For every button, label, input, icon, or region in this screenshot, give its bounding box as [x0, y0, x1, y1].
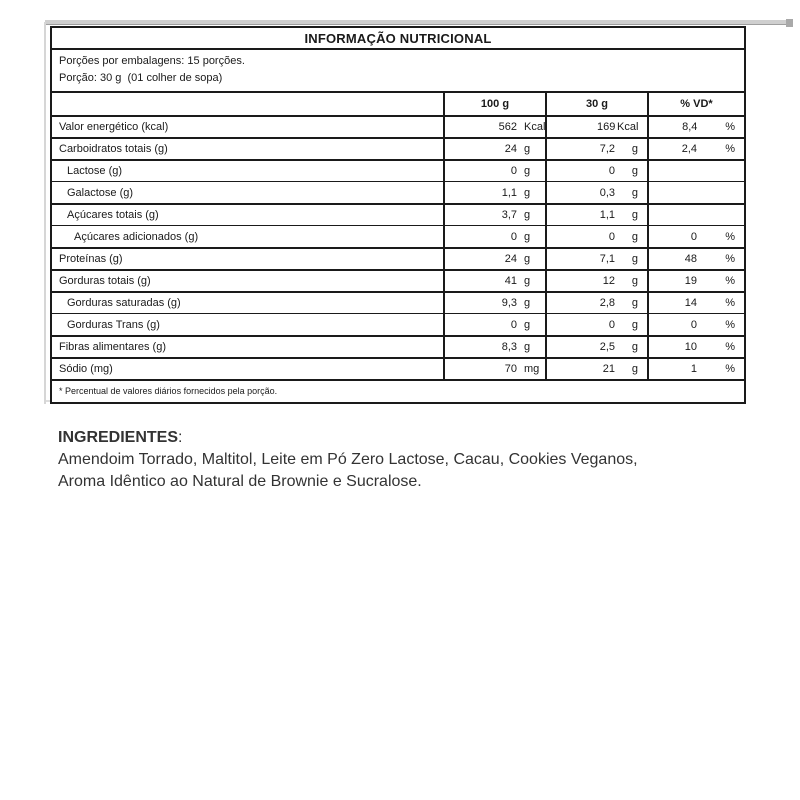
unit-100g: g [524, 253, 531, 265]
table-row-added-sugars [52, 225, 744, 247]
value-30g: 12 [602, 275, 615, 287]
row-label: Gorduras saturadas (g) [67, 297, 181, 309]
unit-dv: % [725, 341, 735, 353]
column-header-row [52, 93, 744, 115]
unit-dv: % [725, 230, 735, 243]
value-100g: 70 [504, 363, 517, 375]
unit-100g: g [524, 230, 531, 243]
ingredients-heading-colon: : [178, 429, 183, 446]
scan-artifact-left-line [44, 22, 46, 404]
table-row-protein [52, 247, 744, 269]
header-30g: 30 g [545, 93, 647, 115]
unit-dv: % [725, 297, 735, 309]
unit-100g: g [524, 297, 531, 309]
row-label: Proteínas (g) [59, 253, 123, 265]
unit-30g: g [631, 253, 638, 265]
value-100g: 9,3 [501, 297, 517, 309]
value-dv: 0 [690, 318, 697, 331]
table-row-saturated-fat [52, 291, 744, 313]
value-100g: 24 [504, 143, 517, 155]
row-label: Sódio (mg) [59, 363, 113, 375]
unit-dv: % [725, 121, 735, 133]
value-dv: 14 [684, 297, 697, 309]
value-100g: 3,7 [501, 209, 517, 221]
unit-30g: g [631, 165, 638, 177]
unit-100g: g [524, 318, 531, 331]
unit-dv: % [725, 363, 735, 375]
unit-100g: mg [524, 363, 540, 375]
ingredients-heading [58, 427, 698, 449]
unit-100g: g [524, 275, 531, 287]
value-30g: 0 [608, 230, 615, 243]
unit-dv: % [725, 318, 735, 331]
value-30g: 7,2 [599, 143, 615, 155]
value-30g: 0 [608, 165, 615, 177]
unit-30g: g [631, 209, 638, 221]
row-label: Gorduras totais (g) [59, 275, 151, 287]
row-label: Valor energético (kcal) [59, 121, 169, 133]
value-30g: 169 [597, 121, 616, 133]
row-label: Carboidratos totais (g) [59, 143, 168, 155]
unit-100g: g [524, 143, 531, 155]
table-footnote: * Percentual de valores diários fornecidos pela porção. [52, 379, 744, 402]
table-row-carbs [52, 137, 744, 159]
unit-30g: g [631, 341, 638, 353]
table-row-sodium [52, 357, 744, 379]
value-dv: 2,4 [681, 143, 697, 155]
table-row-trans-fat [52, 313, 744, 335]
value-100g: 24 [504, 253, 517, 265]
servings-per-package: Porções por embalagens: 15 porções. [59, 55, 245, 67]
ingredients-line-2: Aroma Idêntico ao Natural de Brownie e Sucralose. [58, 473, 422, 490]
row-label: Fibras alimentares (g) [59, 341, 166, 353]
unit-dv: % [725, 143, 735, 155]
row-label: Gorduras Trans (g) [67, 318, 160, 331]
value-100g: 562 [498, 121, 517, 133]
ingredients-line-1: Amendoim Torrado, Maltitol, Leite em Pó Zero Lactose, Cacau, Cookies Veganos, [58, 451, 638, 468]
nutrition-facts-table [50, 26, 746, 404]
unit-30g: g [631, 297, 638, 309]
unit-30g: g [631, 230, 638, 243]
value-100g: 1,1 [501, 186, 517, 199]
unit-30g: g [631, 363, 638, 375]
unit-dv: % [725, 253, 735, 265]
value-100g: 0 [510, 165, 517, 177]
scan-artifact-top-band [45, 20, 793, 25]
ingredients-heading-word: INGREDIENTES [58, 429, 179, 446]
value-100g: 0 [510, 318, 517, 331]
header-label-cell [52, 93, 443, 115]
table-row-total-fat [52, 269, 744, 291]
serving-size: Porção: 30 g (01 colher de sopa) [59, 72, 223, 84]
table-row-total-sugars [52, 203, 744, 225]
value-30g: 0 [608, 318, 615, 331]
value-dv: 48 [684, 253, 697, 265]
servings-info [52, 50, 744, 93]
row-label: Açúcares adicionados (g) [74, 230, 199, 243]
table-row-energy [52, 115, 744, 137]
table-row-galactose [52, 181, 744, 203]
unit-100g: g [524, 186, 531, 199]
ingredients-section [58, 427, 698, 493]
value-30g: 21 [602, 363, 615, 375]
table-row-lactose [52, 159, 744, 181]
row-label: Açúcares totais (g) [67, 209, 159, 221]
value-dv: 8,4 [682, 121, 698, 133]
value-100g: 8,3 [501, 341, 517, 353]
row-label: Lactose (g) [67, 165, 123, 177]
unit-30g: g [631, 318, 638, 331]
unit-30g: g [631, 275, 638, 287]
unit-100g: g [524, 209, 531, 221]
table-row-fiber [52, 335, 744, 357]
value-100g: 41 [504, 275, 517, 287]
unit-100g: Kcal [524, 121, 546, 133]
value-dv: 1 [690, 363, 697, 375]
value-30g: 1,1 [599, 209, 615, 221]
unit-100g: g [524, 165, 531, 177]
value-30g: 2,8 [599, 297, 615, 309]
value-dv: 0 [690, 230, 697, 243]
value-30g: 0,3 [599, 186, 615, 199]
row-label: Galactose (g) [67, 186, 134, 199]
unit-dv: % [725, 275, 735, 287]
header-percent-dv: % VD* [647, 93, 744, 115]
table-title: INFORMAÇÃO NUTRICIONAL [52, 28, 744, 50]
unit-30g: Kcal [617, 121, 639, 133]
unit-100g: g [524, 341, 531, 353]
value-dv: 10 [684, 341, 697, 353]
unit-30g: g [631, 186, 638, 199]
unit-30g: g [631, 143, 638, 155]
value-dv: 19 [684, 275, 697, 287]
value-30g: 2,5 [599, 341, 615, 353]
value-100g: 0 [510, 230, 517, 243]
value-30g: 7,1 [599, 253, 615, 265]
scan-artifact-band-cap [786, 19, 793, 27]
header-100g: 100 g [443, 93, 545, 115]
